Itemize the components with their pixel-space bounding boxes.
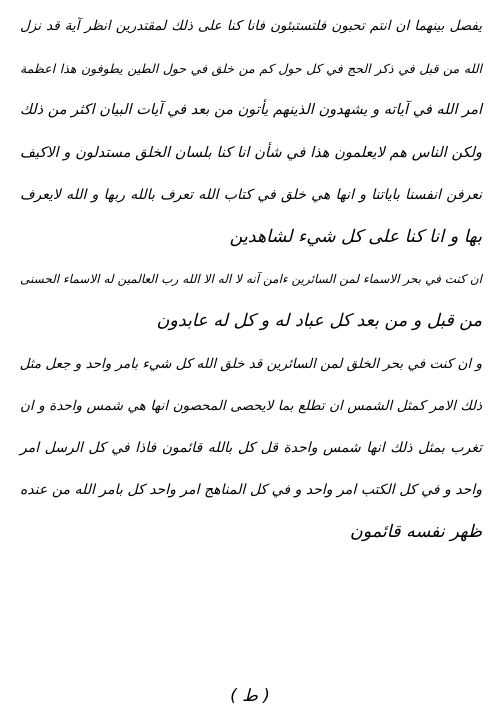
- page-number: ( ط ): [230, 686, 270, 706]
- text-line: من قبل و من بعد كل عباد له و كل له عابدون: [156, 311, 482, 332]
- text-line: و ان كنت في بحر الخلق لمن السائرين قد خلق الله كل شيء بامر واحد و جعل مثل: [19, 355, 482, 372]
- text-line: نعرفن انفسنا باياتنا و انها هي خلق في كتاب الله تعرف بالله ربها و الله لايعرف: [20, 186, 482, 203]
- text-line: يفصل بينهما ان انتم تحبون فلتستبئون فانا كنا على ذلك لمقتدرين انظر آية قد نزل: [20, 18, 482, 34]
- text-line: واحد و في كل الكتب امر واحد و في كل المناهج امر واحد كل بامر الله من عنده: [20, 482, 482, 499]
- text-line: ولكن الناس هم لايعلمون هذا في شأن انا كنا بلسان الخلق مستدلون و الاكيف: [20, 144, 482, 161]
- text-line: بها و انا كنا على كل شيء لشاهدين: [229, 226, 482, 247]
- text-line: الله من قبل في ذكر الحج في كل حول كم من خلق في حول الطين يطوفون هذا اعظمة: [20, 61, 482, 77]
- text-line: ذلك الامر كمثل الشمس ان تطلع بما لايحصى المحصون انها هي شمس واحدة و ان: [20, 397, 482, 414]
- body-text: [20, 16, 482, 564]
- text-line: تغرب بمثل ذلك انها شمس واحدة قل كل بالله قائمون فاذا في كل الرسل امر: [20, 439, 482, 456]
- text-line: امر الله في آياته و يشهدون الذينهم يأتون من بعد في آيات البيان اكثر من ذلك: [20, 102, 482, 119]
- text-line: ان كنت في بحر الاسماء لمن السائرين ءامن آنه لا اله الا الله رب العالمين له الاسماء الحسنى: [20, 272, 482, 287]
- text-line: ظهر نفسه قائمون: [349, 522, 482, 543]
